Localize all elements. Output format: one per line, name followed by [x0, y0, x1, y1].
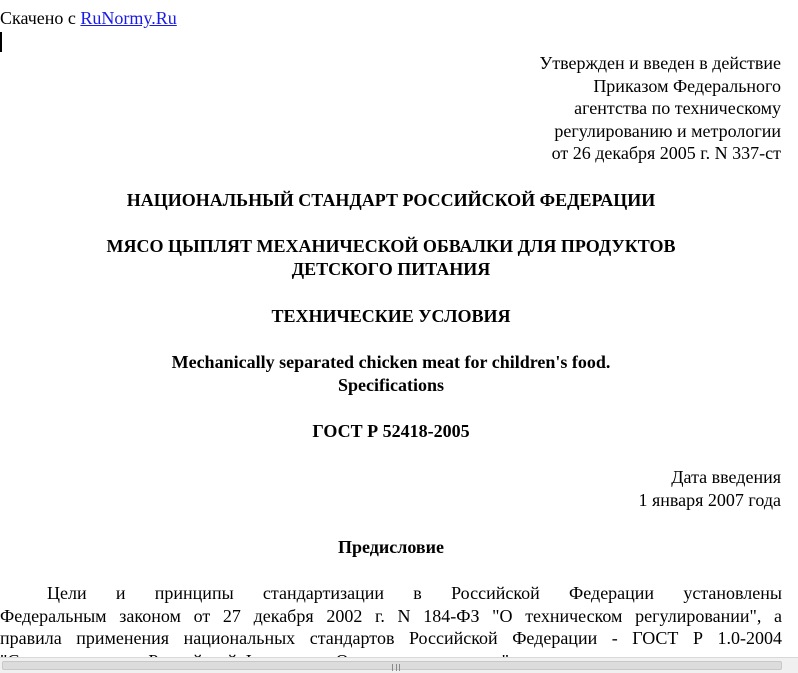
english-title-line: Mechanically separated chicken meat for children's food.	[171, 352, 611, 372]
grip-icon	[392, 664, 400, 671]
intro-date-value: 1 января 2007 года	[638, 489, 781, 510]
approval-line: от 26 декабря 2005 г. N 337-ст	[551, 143, 781, 163]
paragraph-line: правила применения национальных стандартов Российской Федерации - ГОСТ Р 1.0-2004	[0, 628, 782, 648]
standard-title: НАЦИОНАЛЬНЫЙ СТАНДАРТ РОССИЙСКОЙ ФЕДЕРАЦИИ	[126, 190, 656, 210]
approval-block	[539, 52, 781, 165]
english-title	[0, 351, 782, 397]
gost-number: ГОСТ Р 52418-2005	[312, 421, 470, 441]
download-prefix: Скачено с	[0, 8, 81, 28]
product-title-line: ДЕТСКОГО ПИТАНИЯ	[291, 259, 491, 279]
approval-line: Приказом Федерального	[593, 75, 781, 96]
approval-line: Утвержден и введен в действие	[539, 53, 781, 73]
horizontal-scrollbar[interactable]	[0, 657, 798, 673]
english-title-line: Specifications	[338, 375, 444, 395]
download-source	[0, 7, 177, 29]
conditions-title: ТЕХНИЧЕСКИЕ УСЛОВИЯ	[271, 306, 511, 326]
text-cursor	[0, 32, 2, 52]
paragraph-line: Федеральным законом от 27 декабря 2002 г. N 184-ФЗ "О техническом регулировании", а	[0, 605, 782, 626]
approval-line: регулированию и метрологии	[554, 120, 781, 141]
scrollbar-thumb[interactable]	[2, 661, 782, 670]
runormy-link[interactable]: RuNormy.Ru	[80, 8, 177, 28]
product-title-line: МЯСО ЦЫПЛЯТ МЕХАНИЧЕСКОЙ ОБВАЛКИ ДЛЯ ПРОДУКТОВ	[106, 236, 676, 256]
product-title	[0, 235, 782, 281]
paragraph-line: Цели и принципы стандартизации в Российской Федерации установлены	[47, 583, 782, 603]
intro-date-block	[638, 466, 781, 511]
approval-line: агентства по техническому	[574, 98, 781, 118]
foreword-title: Предисловие	[338, 537, 444, 557]
intro-date-label: Дата введения	[671, 467, 781, 487]
